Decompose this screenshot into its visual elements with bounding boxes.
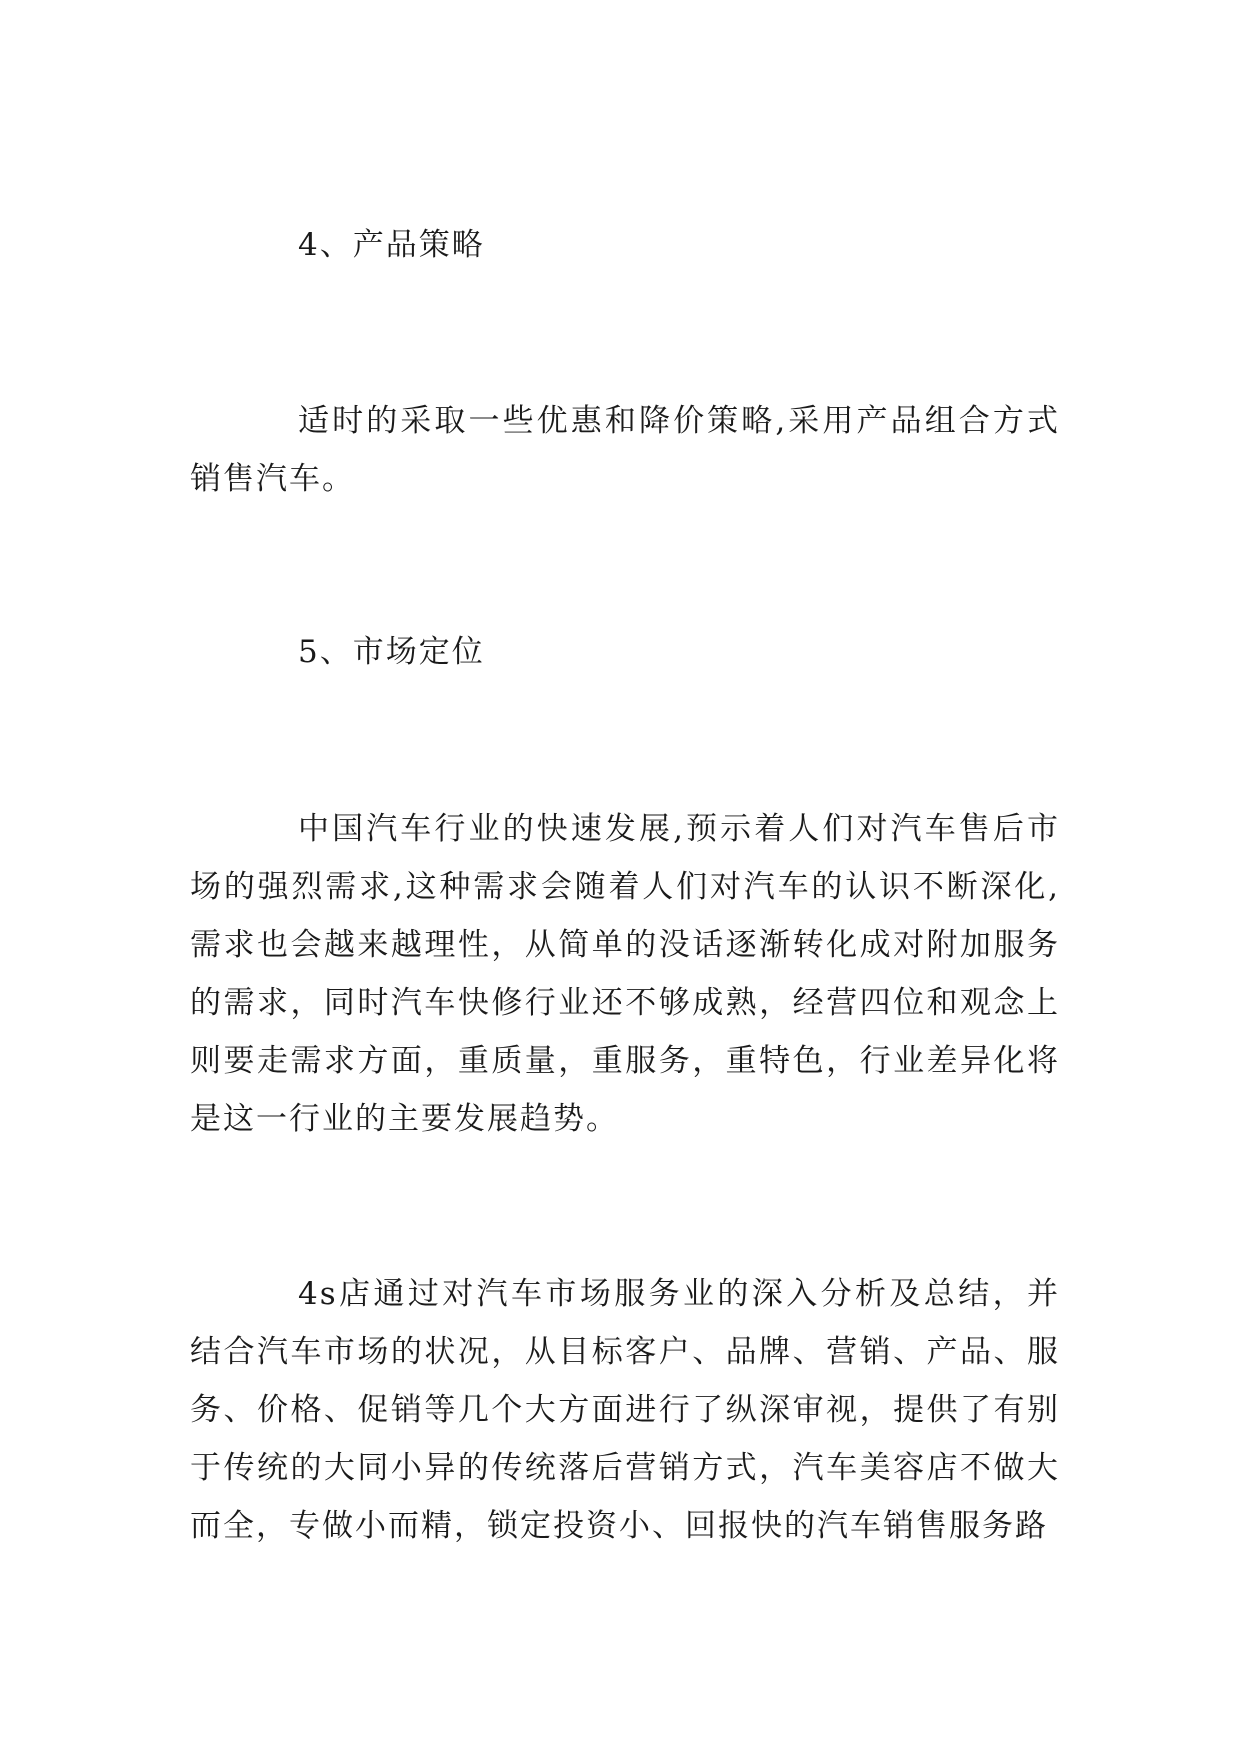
paragraph-4s-store-analysis: 4s店通过对汽车市场服务业的深入分析及总结，并结合汽车市场的状况，从目标客户、品牌、营销、产品、服务、价格、促销等几个大方面进行了纵深审视，提供了有别于传统的大同小异的传统落后营销方式，汽车美容店不做大而全，专做小而精，锁定投资小、回报快的汽车销售服务路 xyxy=(190,1276,1060,1544)
paragraph-product-strategy: 适时的采取一些优惠和降价策略,采用产品组合方式销售汽车。 xyxy=(190,403,1060,497)
section-heading-market-positioning: 5、市场定位 xyxy=(298,634,485,670)
paragraph-market-demand: 中国汽车行业的快速发展,预示着人们对汽车售后市场的强烈需求,这种需求会随着人们对汽车的认识不断深化,需求也会越来越理性，从简单的没话逐渐转化成对附加服务的需求，同时汽车快修行业还不够成熟，经营四位和观念上则要走需求方面，重质量，重服务，重特色，行业差异化将是这一行业的主要发展趋势。 xyxy=(190,811,1060,1137)
section-heading-product-strategy: 4、产品策略 xyxy=(298,227,485,263)
